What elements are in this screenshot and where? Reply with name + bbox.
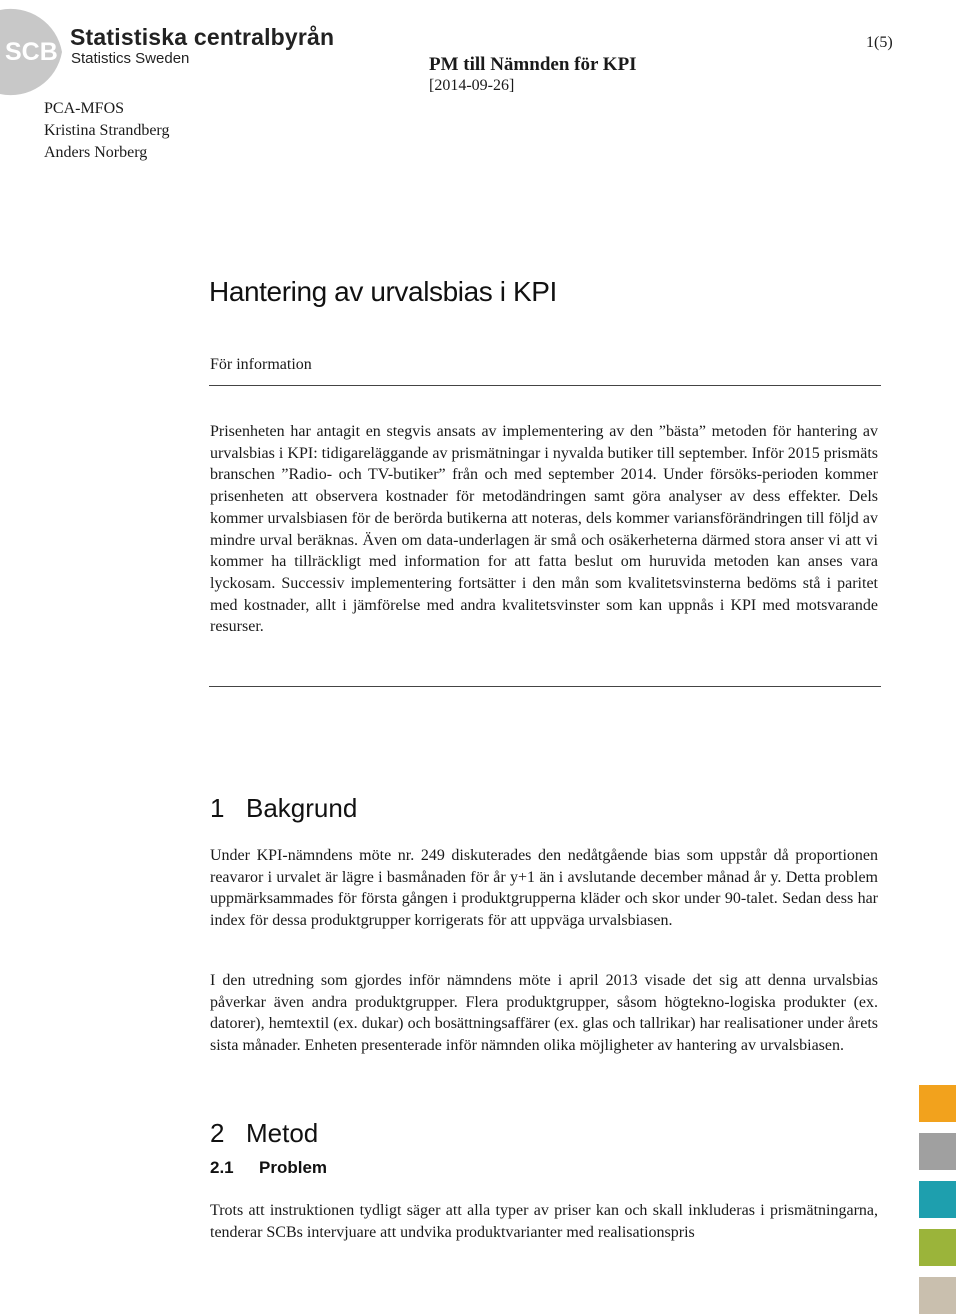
decor-square-beige — [919, 1277, 956, 1314]
section-paragraph: Under KPI-nämndens möte nr. 249 diskuterades den nedåtgående bias som uppstår då proportionen reavaror i urvalet är lägre i basmånaden för år y+1 än i avslutande december månad år y. Detta problem uppmärksammades för första gången i produktgrupperna kläder och skor under 90-talet. Sedan dess har index för dessa produktgrupper korrigerats för att uppväga urvalsbiasen. — [210, 847, 878, 930]
section-title: Bakgrund — [246, 793, 358, 823]
section-title: Metod — [246, 1118, 319, 1148]
divider-top — [209, 385, 881, 386]
section-heading-metod — [210, 1118, 318, 1149]
sender-author: Anders Norberg — [44, 144, 148, 161]
document-status: För information — [210, 356, 312, 373]
subsection-title: Problem — [259, 1158, 328, 1177]
decor-square-orange — [919, 1085, 956, 1122]
section-heading-bakgrund — [210, 793, 357, 824]
summary-paragraph: Prisenheten har antagit en stegvis ansats av implementering av den ”bästa” metoden för hantering av urvalsbias i KPI: tidigareläggande av prismätningar i nyvalda butiker till september. Inför 2015 prismäts branschen ”Radio- och TV-butiker” från och med september 2014. Under försöks-perioden kommer prisenheten att observera kostnader för metodändringen samt göra analyser av dess effekter. Dels kommer urvalsbiasen för de berörda butikerna att noteras, dels kommer variansförändringen till följd av mindre urval beräknas. Även om data-underlagen är små och osäkerheterna därmed stora anser vi att vi kommer ha tillräckligt med information for att fatta beslut om huruvida metoden kan anses vara lyckosam. Successiv implementering fortsätter i den mån som kvalitetsvinsterna bedöms stå i paritet med kostnader, allt i jämförelse med andra kvalitetsvinster som kan uppnås i KPI med motsvarande resurser. — [210, 423, 878, 636]
document-title: Hantering av urvalsbias i KPI — [209, 276, 557, 307]
section-number: 2 — [210, 1118, 225, 1148]
decor-square-gray — [919, 1133, 956, 1170]
decor-square-green — [919, 1229, 956, 1266]
scb-logo-icon — [0, 0, 68, 96]
decor-square-teal — [919, 1181, 956, 1218]
logo-letters: SCB — [5, 38, 58, 66]
sender-author: Kristina Strandberg — [44, 122, 170, 139]
subsection-number: 2.1 — [210, 1158, 234, 1177]
divider-bottom — [209, 686, 881, 687]
section-paragraph: I den utredning som gjordes inför nämndens möte i april 2013 visade det sig att denna urvalsbias påverkar även andra produktgrupper. Flera produktgrupper, såsom högtekno-logiska produkter (ex. datorer), hemtextil (ex. dukar) och bosättningsaffärer (ex. glas och tallrikar) har realisationer under årets sista månader. Enheten presenterade inför nämnden olika möjligheter av hantering av urvalsbiasen. — [210, 972, 878, 1055]
subsection-heading-problem — [210, 1158, 327, 1178]
subsection-paragraph: Trots att instruktionen tydligt säger att alla typer av priser kan och skall inkluderas i prismätningarna, tenderar SCBs intervjuare att undvika produktvarianter med realisationspris — [210, 1202, 878, 1241]
logo-subtitle: Statistics Sweden — [71, 50, 190, 67]
section-number: 1 — [210, 793, 225, 823]
sender-block — [44, 98, 169, 164]
logo-title: Statistiska centralbyrån — [70, 24, 335, 50]
page-number: 1(5) — [866, 34, 893, 51]
memo-title: PM till Nämnden för KPI — [429, 54, 637, 75]
memo-date: [2014-09-26] — [429, 77, 515, 94]
sender-department: PCA-MFOS — [44, 100, 125, 117]
